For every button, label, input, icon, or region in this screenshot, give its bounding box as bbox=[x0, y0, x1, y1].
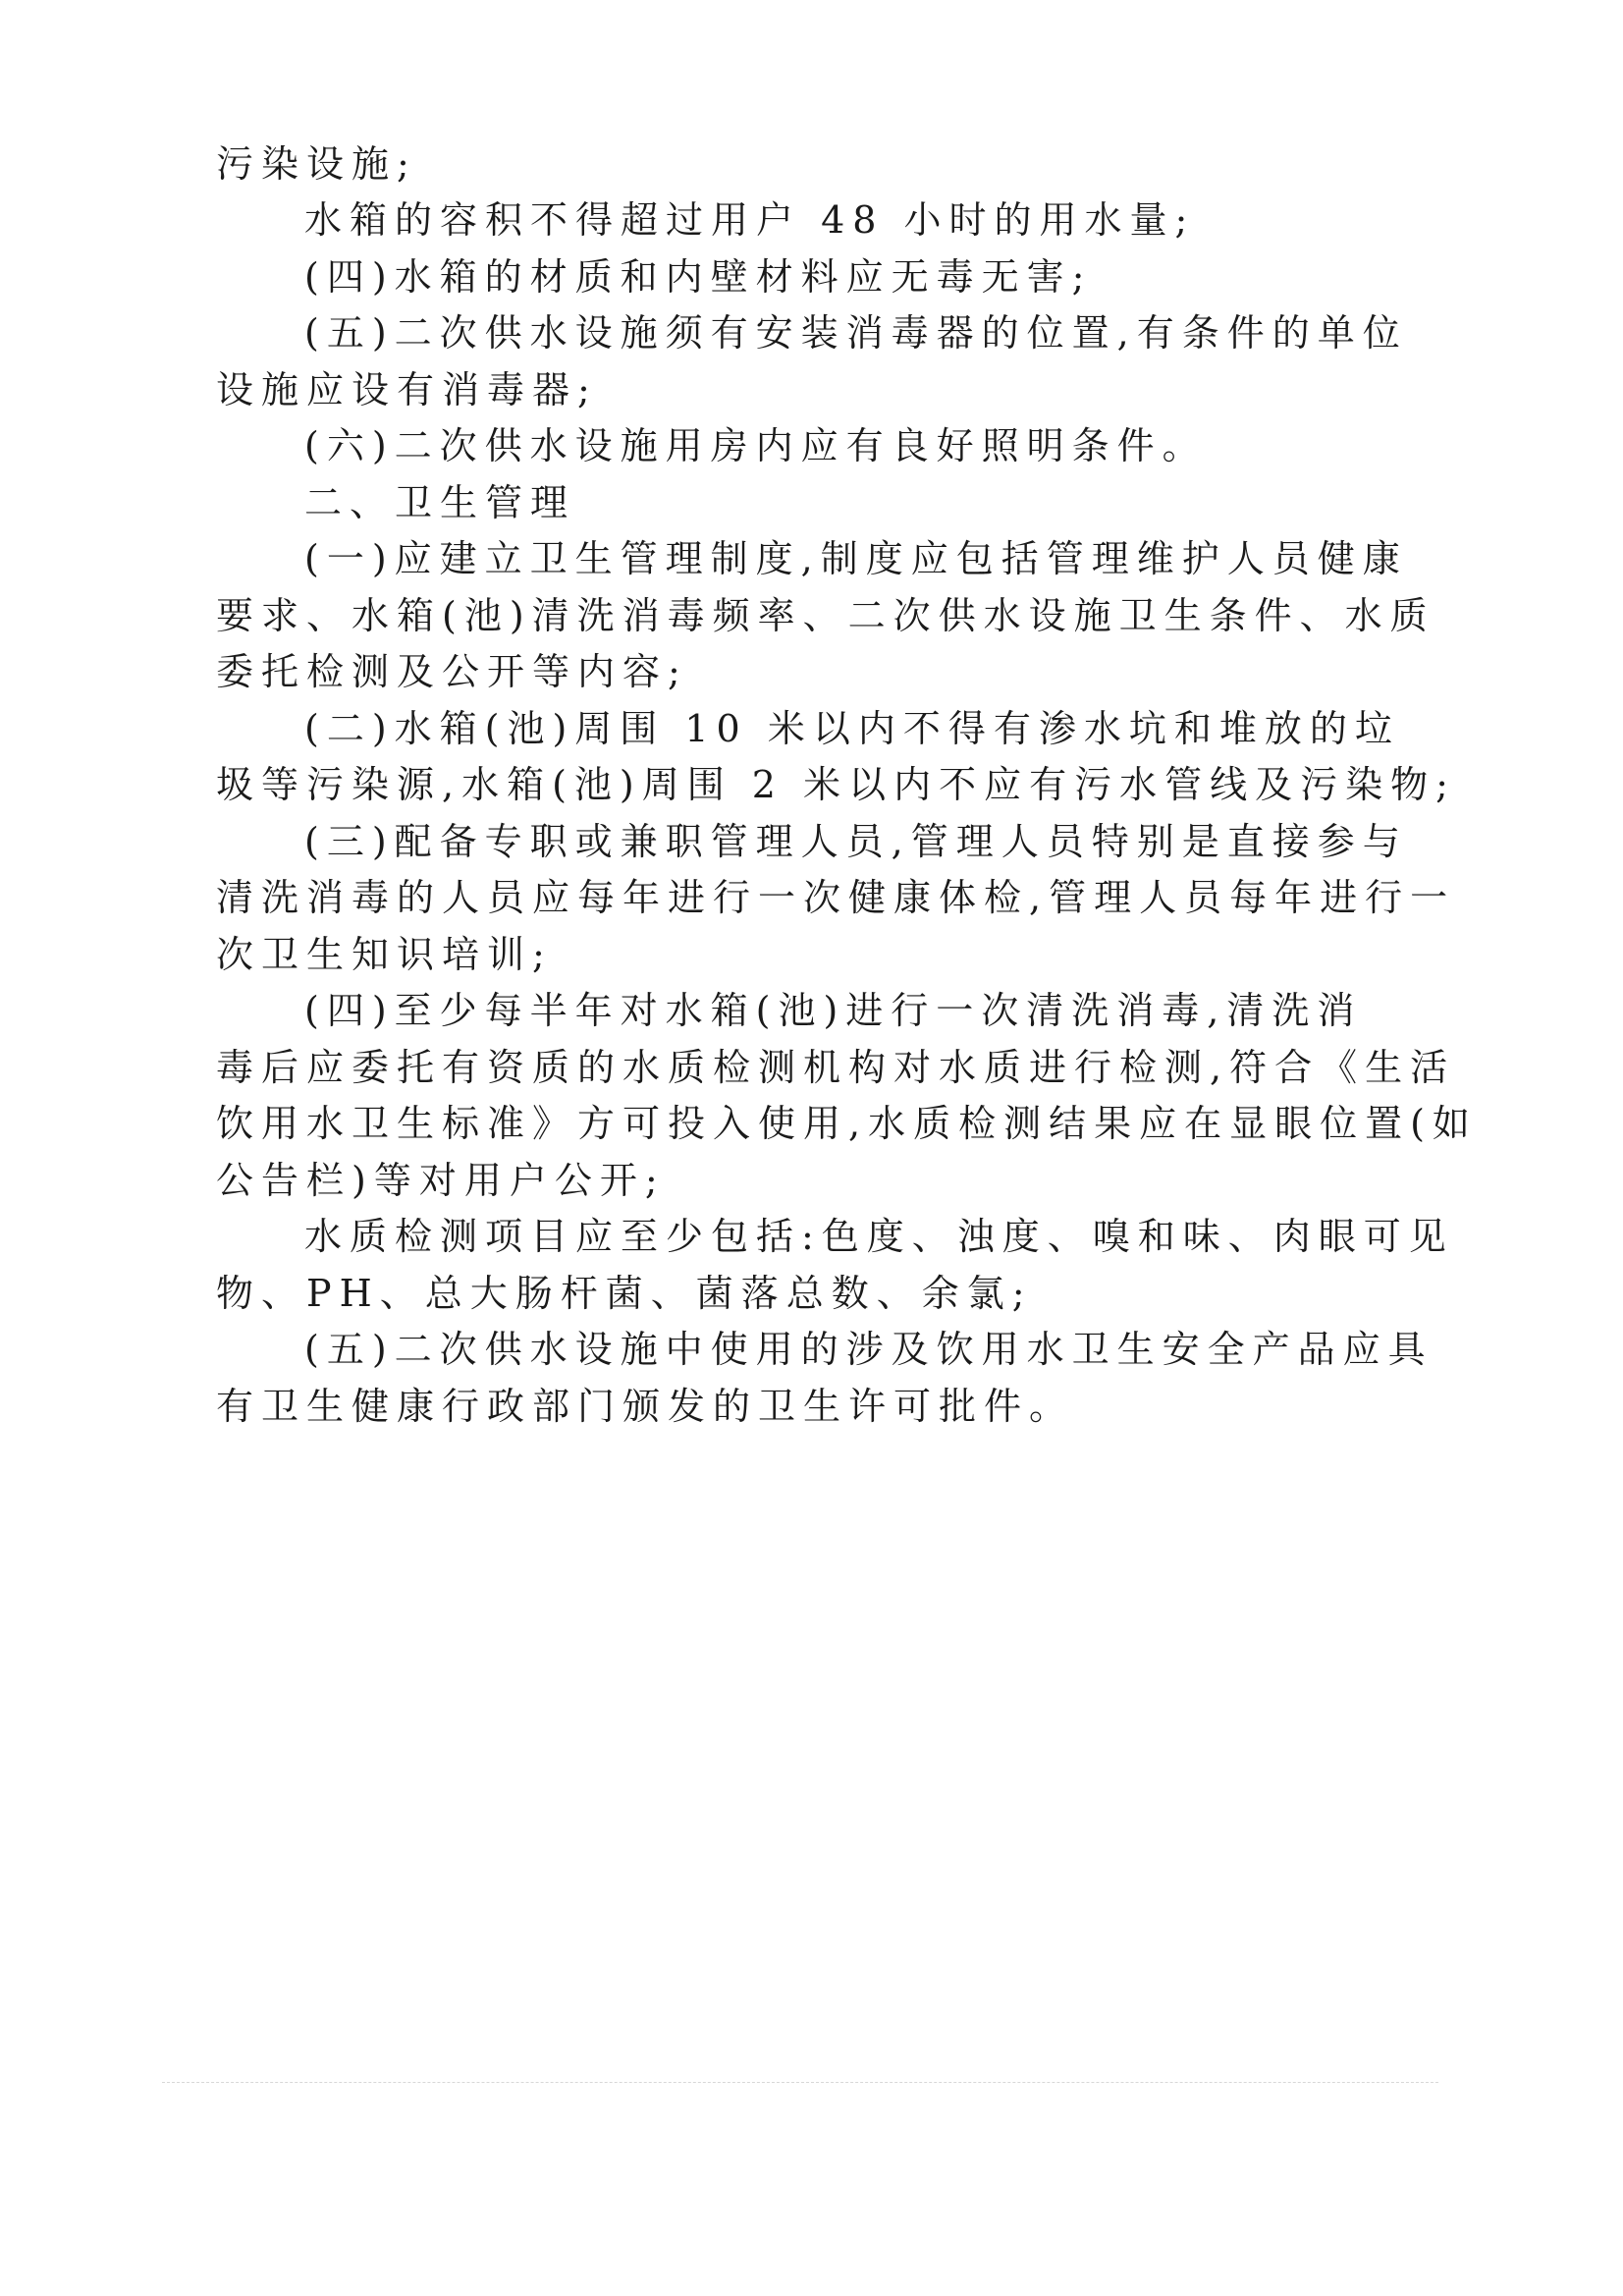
text-line: 清洗消毒的人员应每年进行一次健康体检,管理人员每年进行一 bbox=[216, 876, 1456, 919]
text-line: 委托检测及公开等内容; bbox=[216, 650, 688, 693]
text-line: (三)配备专职或兼职管理人员,管理人员特别是直接参与 bbox=[304, 820, 1408, 863]
text-line: 饮用水卫生标准》方可投入使用,水质检测结果应在显眼位置(如 bbox=[216, 1102, 1478, 1145]
text-line: (五)二次供水设施中使用的涉及饮用水卫生安全产品应具 bbox=[304, 1328, 1434, 1371]
text-line: 要求、水箱(池)清洗消毒频率、二次供水设施卫生条件、水质 bbox=[216, 594, 1435, 637]
text-line: (一)应建立卫生管理制度,制度应包括管理维护人员健康 bbox=[304, 537, 1408, 580]
section-heading: 二、卫生管理 bbox=[304, 481, 576, 524]
scan-artifact-divider bbox=[162, 2082, 1438, 2083]
text-line: (二)水箱(池)周围 10 米以内不得有渗水坑和堆放的垃 bbox=[304, 707, 1400, 750]
text-line: 污染设施; bbox=[216, 142, 417, 186]
text-line: 设施应设有消毒器; bbox=[216, 368, 598, 411]
text-line: 有卫生健康行政部门颁发的卫生许可批件。 bbox=[216, 1385, 1075, 1428]
text-line: (四)水箱的材质和内壁材料应无毒无害; bbox=[304, 255, 1093, 299]
text-line: 圾等污染源,水箱(池)周围 2 米以内不应有污水管线及污染物; bbox=[216, 763, 1456, 806]
text-line: 水质检测项目应至少包括:色度、浊度、嗅和味、肉眼可见 bbox=[304, 1215, 1454, 1258]
text-line: (四)至少每半年对水箱(池)进行一次清洗消毒,清洗消 bbox=[304, 989, 1363, 1032]
text-line: (五)二次供水设施须有安装消毒器的位置,有条件的单位 bbox=[304, 311, 1408, 355]
text-line: 次卫生知识培训; bbox=[216, 933, 553, 976]
text-line: 毒后应委托有资质的水质检测机构对水质进行检测,符合《生活 bbox=[216, 1046, 1456, 1089]
text-line: 水箱的容积不得超过用户 48 小时的用水量; bbox=[304, 198, 1196, 242]
text-line: 公告栏)等对用户公开; bbox=[216, 1159, 666, 1202]
text-line: 物、PH、总大肠杆菌、菌落总数、余氯; bbox=[216, 1272, 1033, 1315]
text-line: (六)二次供水设施用房内应有良好照明条件。 bbox=[304, 424, 1208, 467]
